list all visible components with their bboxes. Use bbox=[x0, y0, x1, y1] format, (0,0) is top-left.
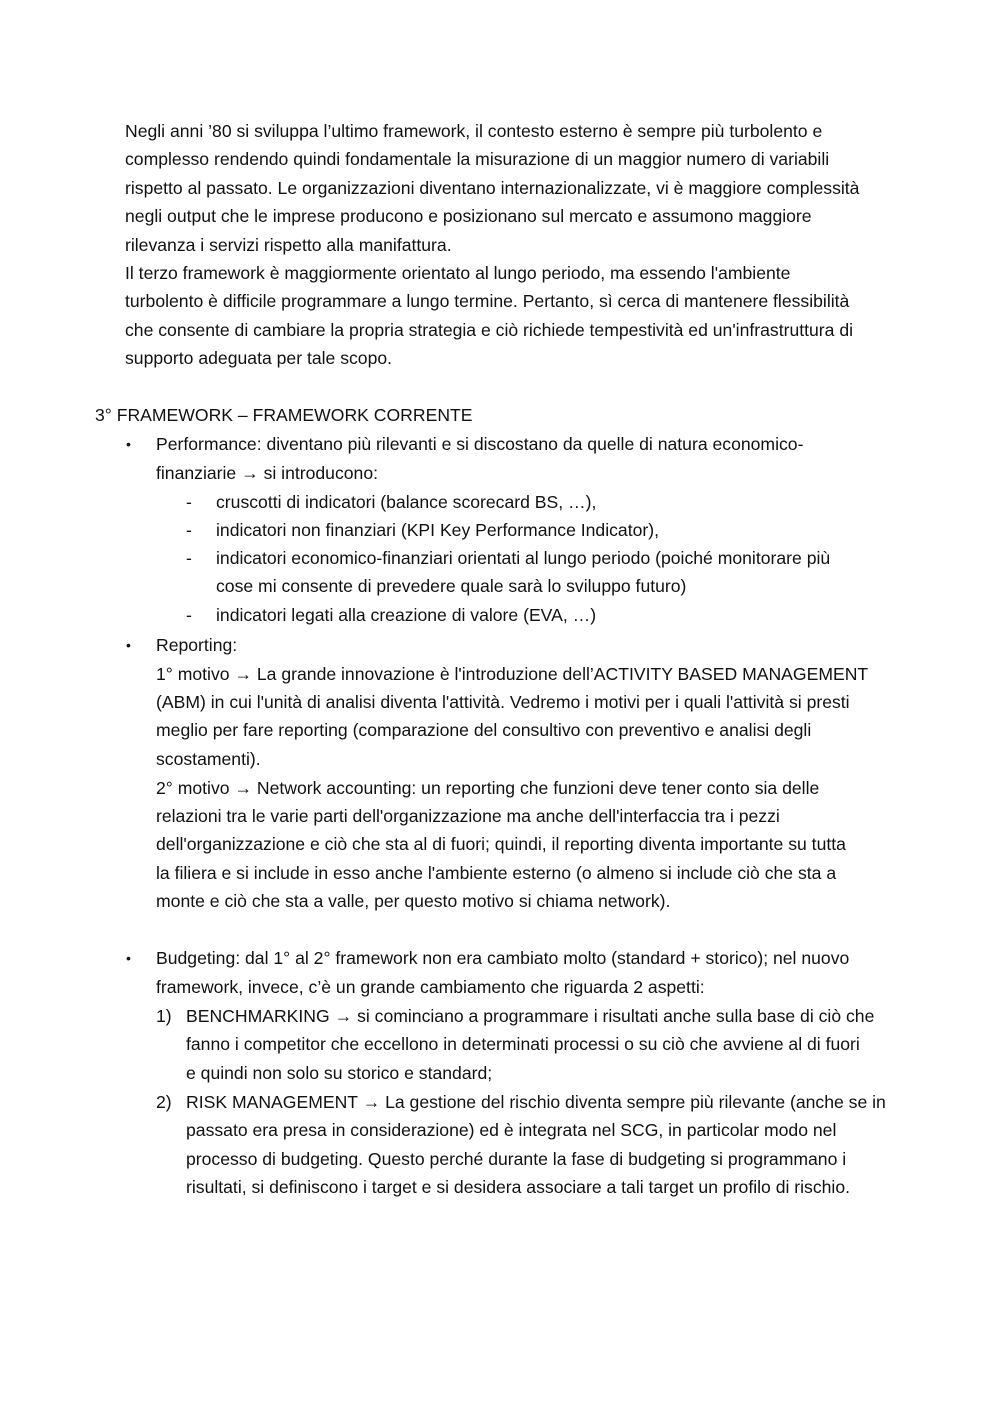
performance-line: finanziarie → si introducono: bbox=[156, 463, 378, 483]
reporting-line: scostamenti). bbox=[156, 749, 261, 769]
reporting-line: 2° motivo → Network accounting: un reporting che funzioni deve tener conto sia delle bbox=[156, 778, 820, 798]
performance-subitem: cose mi consente di prevedere quale sarà lo sviluppo futuro) bbox=[216, 576, 687, 596]
number-marker: 1) bbox=[156, 1006, 172, 1026]
reporting-line: la filiera e si include in esso anche l'ambiente esterno (o almeno si include ciò che sta a bbox=[156, 863, 837, 883]
budgeting-line: framework, invece, c’è un grande cambiamento che riguarda 2 aspetti: bbox=[156, 977, 705, 997]
reporting-line: (ABM) in cui l'unità di analisi diventa l'attività. Vedremo i motivi per i quali l'attività si presti bbox=[156, 692, 850, 712]
budgeting-subitem: RISK MANAGEMENT → La gestione del rischio diventa sempre più rilevante (anche se in bbox=[186, 1092, 886, 1112]
performance-subitem: cruscotti di indicatori (balance scorecard BS, …), bbox=[216, 492, 597, 512]
budgeting-subitem: fanno i competitor che eccellono in determinati processi o su ciò che avviene al di fuori bbox=[186, 1034, 860, 1054]
budgeting-subitem: e quindi non solo su storico e standard; bbox=[186, 1063, 493, 1083]
intro-line: che consente di cambiare la propria strategia e ciò richiede tempestività ed un'infrastruttura di bbox=[125, 320, 854, 340]
intro-line: complesso rendendo quindi fondamentale la misurazione di un maggior numero di variabili bbox=[125, 149, 830, 169]
dash-marker: - bbox=[186, 492, 192, 512]
budgeting-subitem: risultati, si definiscono i target e si desidera associare a tali target un profilo di rischio. bbox=[186, 1177, 851, 1197]
dash-marker: - bbox=[186, 605, 192, 625]
intro-line: turbolento è difficile programmare a lungo termine. Pertanto, sì cerca di mantenere flessibilità bbox=[125, 291, 850, 311]
reporting-line: meglio per fare reporting (comparazione del consultivo con preventivo e analisi degli bbox=[156, 720, 812, 740]
dash-marker: - bbox=[186, 548, 192, 568]
bullet-marker: • bbox=[126, 436, 131, 452]
section-heading: 3° FRAMEWORK – FRAMEWORK CORRENTE bbox=[95, 405, 473, 425]
reporting-line: monte e ciò che sta a valle, per questo motivo si chiama network). bbox=[156, 891, 671, 911]
performance-subitem: indicatori legati alla creazione di valore (EVA, …) bbox=[216, 605, 597, 625]
bullet-marker: • bbox=[126, 950, 131, 966]
performance-subitem: indicatori non finanziari (KPI Key Performance Indicator), bbox=[216, 520, 659, 540]
number-marker: 2) bbox=[156, 1092, 172, 1112]
reporting-line: relazioni tra le varie parti dell'organizzazione ma anche dell'interfaccia tra i pezzi bbox=[156, 806, 780, 826]
intro-line: Negli anni ’80 si sviluppa l’ultimo framework, il contesto esterno è sempre più turbolento e bbox=[125, 121, 823, 141]
intro-line: rispetto al passato. Le organizzazioni diventano internazionalizzate, vi è maggiore complessità bbox=[125, 178, 860, 198]
budgeting-subitem: passato era presa in considerazione) ed è integrata nel SCG, in particolar modo nel bbox=[186, 1120, 837, 1140]
intro-line: Il terzo framework è maggiormente orientato al lungo periodo, ma essendo l'ambiente bbox=[125, 263, 791, 283]
budgeting-line: Budgeting: dal 1° al 2° framework non era cambiato molto (standard + storico); nel nuovo bbox=[156, 948, 850, 968]
intro-line: rilevanza i servizi rispetto alla manifattura. bbox=[125, 235, 452, 255]
performance-subitem: indicatori economico-finanziari orientati al lungo periodo (poiché monitorare più bbox=[216, 548, 831, 568]
reporting-title: Reporting: bbox=[156, 635, 238, 655]
performance-line: Performance: diventano più rilevanti e si discostano da quelle di natura economico- bbox=[156, 434, 804, 454]
intro-line: negli output che le imprese producono e posizionano sul mercato e assumono maggiore bbox=[125, 206, 812, 226]
budgeting-subitem: processo di budgeting. Questo perché durante la fase di budgeting si programmano i bbox=[186, 1149, 847, 1169]
reporting-line: 1° motivo → La grande innovazione è l'introduzione dell’ACTIVITY BASED MANAGEMENT bbox=[156, 664, 869, 684]
budgeting-subitem: BENCHMARKING → si cominciano a programmare i risultati anche sulla base di ciò che bbox=[186, 1006, 875, 1026]
bullet-marker: • bbox=[126, 637, 131, 653]
intro-line: supporto adeguata per tale scopo. bbox=[125, 348, 393, 368]
dash-marker: - bbox=[186, 520, 192, 540]
reporting-line: dell'organizzazione e ciò che sta al di fuori; quindi, il reporting diventa importante su tutta bbox=[156, 834, 846, 854]
